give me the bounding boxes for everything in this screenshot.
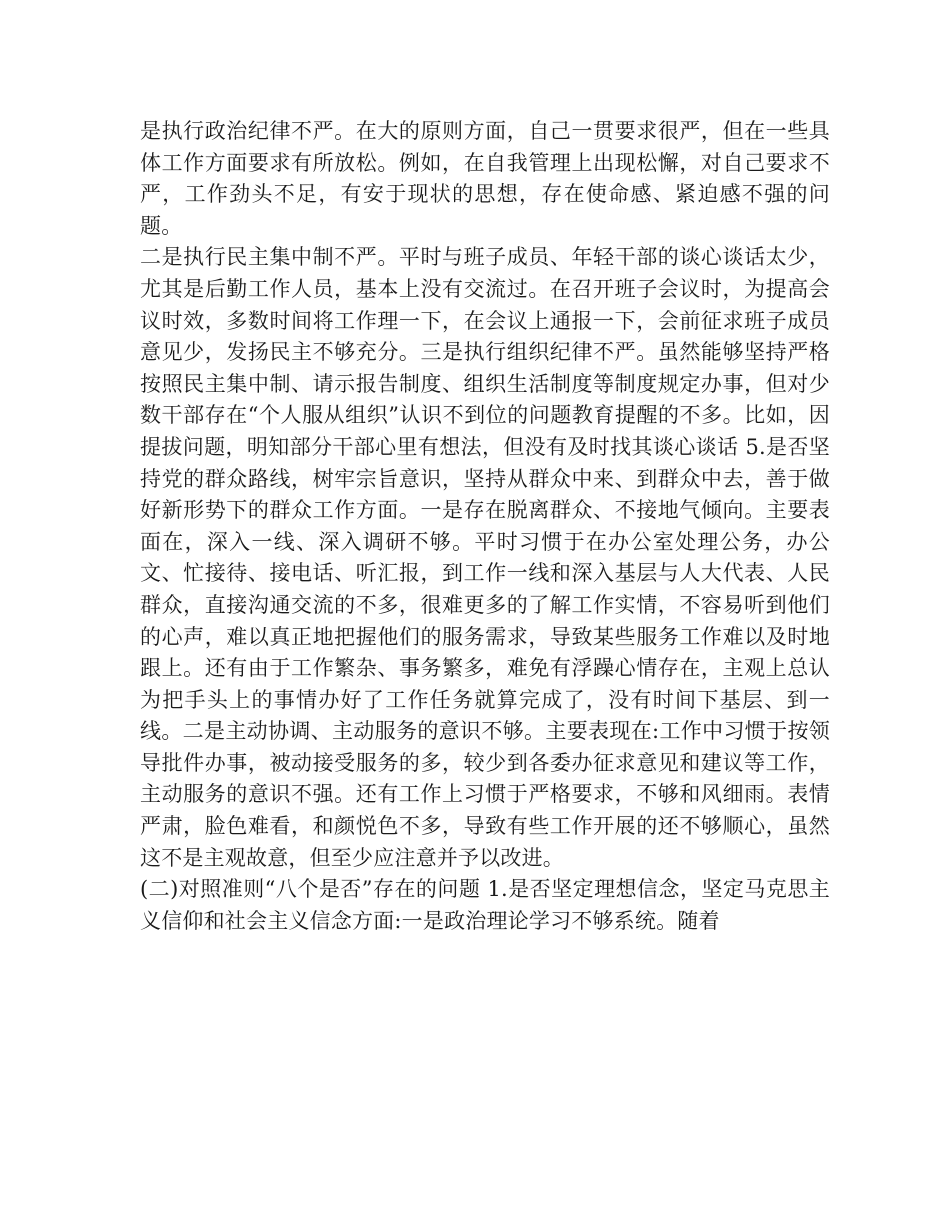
paragraph-3: (二)对照准则“八个是否”存在的问题 1.是否坚定理想信念，坚定马克思主义信仰和社会主义信念方面:一是政治理论学习不够系统。随着: [140, 877, 830, 933]
document-body: [140, 116, 830, 937]
paragraph-2: 二是执行民主集中制不严。平时与班子成员、年轻干部的谈心谈话太少，尤其是后勤工作人员，基本上没有交流过。在召开班子会议时，为提高会议时效，多数时间将工作理一下，在会议上通报一下，会前征求班子成员意见少，发扬民主不够充分。三是执行组织纪律不严。虽然能够坚持严格按照民主集中制、请示报告制度、组织生活制度等制度规定办事，但对少数干部存在“个人服从组织”认识不到位的问题教育提醒的不多。比如，因提拔问题，明知部分干部心里有想法，但没有及时找其谈心谈话 5.是否坚持党的群众路线，树牢宗旨意识，坚持从群众中来、到群众中去，善于做好新形势下的群众工作方面。一是存在脱离群众、不接地气倾向。主要表面在，深入一线、深入调研不够。平时习惯于在办公室处理公务，办公文、忙接待、接电话、听汇报，到工作一线和深入基层与人大代表、人民群众，直接沟通交流的不多，很难更多的了解工作实情，不容易听到他们的心声，难以真正地把握他们的服务需求，导致某些服务工作难以及时地跟上。还有由于工作繁杂、事务繁多，难免有浮躁心情存在，主观上总认为把手头上的事情办好了工作任务就算完成了，没有时间下基层、到一线。二是主动协调、主动服务的意识不够。主要表现在:工作中习惯于按领导批件办事，被动接受服务的多，较少到各委办征求意见和建议等工作，主动服务的意识不强。还有工作上习惯于严格要求，不够和风细雨。表情严肃，脸色难看，和颜悦色不多，导致有些工作开展的还不够顺心，虽然这不是主观故意，但至少应注意并予以改进。: [140, 245, 830, 870]
paragraph-1: 是执行政治纪律不严。在大的原则方面，自己一贯要求很严，但在一些具体工作方面要求有所放松。例如，在自我管理上出现松懈，对自己要求不严，工作劲头不足，有安于现状的思想，存在使命感、紧迫感不强的问题。: [140, 119, 830, 238]
